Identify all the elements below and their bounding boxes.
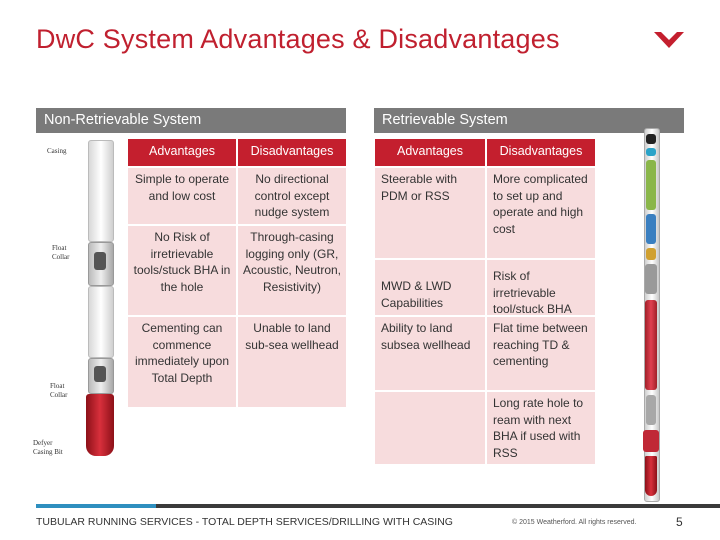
page-number: 5: [676, 515, 683, 529]
right-dis-cell-3: Flat time between reaching TD & cementing: [487, 317, 595, 390]
footer-divider-accent: [36, 504, 156, 508]
retrievable-banner: Retrievable System: [374, 108, 684, 133]
copyright: © 2015 Weatherford. All rights reserved.: [512, 519, 637, 526]
right-adv-cell-2: [375, 260, 485, 315]
left-adv-cell-1: Simple to operate and low cost: [128, 168, 236, 224]
left-dis-cell-1: No directional control except nudge system: [238, 168, 346, 224]
right-dis-cell-2: Risk of irretrievable tool/stuck BHA: [487, 260, 595, 315]
non-retrievable-banner: Non-Retrievable System: [36, 108, 346, 133]
page-title: DwC System Advantages & Disadvantages: [36, 24, 560, 54]
right-adv-cell-1: Steerable with PDM or RSS: [375, 168, 485, 258]
right-adv-cell-4: [375, 392, 485, 464]
left-advantages-header: Advantages: [128, 139, 236, 166]
right-dis-cell-4: Long rate hole to ream with next BHA if used with RSS: [487, 392, 595, 464]
float-collar-label-1: Float Collar: [52, 244, 70, 261]
casing-bit-label: Defyer Casing Bit: [33, 439, 63, 456]
left-dis-cell-2: Through-casing logging only (GR, Acoustic, Neutron, Resistivity): [238, 226, 346, 315]
float-collar-label-2: Float Collar: [50, 382, 68, 399]
left-adv-cell-3: Cementing can commence immediately upon Total Depth: [128, 317, 236, 407]
left-dis-cell-3: Unable to land sub-sea wellhead: [238, 317, 346, 407]
left-disadvantages-header: Disadvantages: [238, 139, 346, 166]
right-dis-cell-1: More complicated to set up and operate and high cost: [487, 168, 595, 258]
casing-label: Casing: [47, 147, 67, 155]
right-adv-cell-3: Ability to land subsea wellhead: [375, 317, 485, 390]
left-adv-cell-2: No Risk of irretrievable tools/stuck BHA in the hole: [128, 226, 236, 315]
footer-text: TUBULAR RUNNING SERVICES - TOTAL DEPTH SERVICES/DRILLING WITH CASING: [36, 516, 453, 528]
weatherford-logo-icon: [652, 28, 686, 52]
right-advantages-header: Advantages: [375, 139, 485, 166]
right-disadvantages-header: Disadvantages: [487, 139, 595, 166]
right-adv-cell-2-text: MWD & LWD Capabilities: [381, 279, 452, 310]
